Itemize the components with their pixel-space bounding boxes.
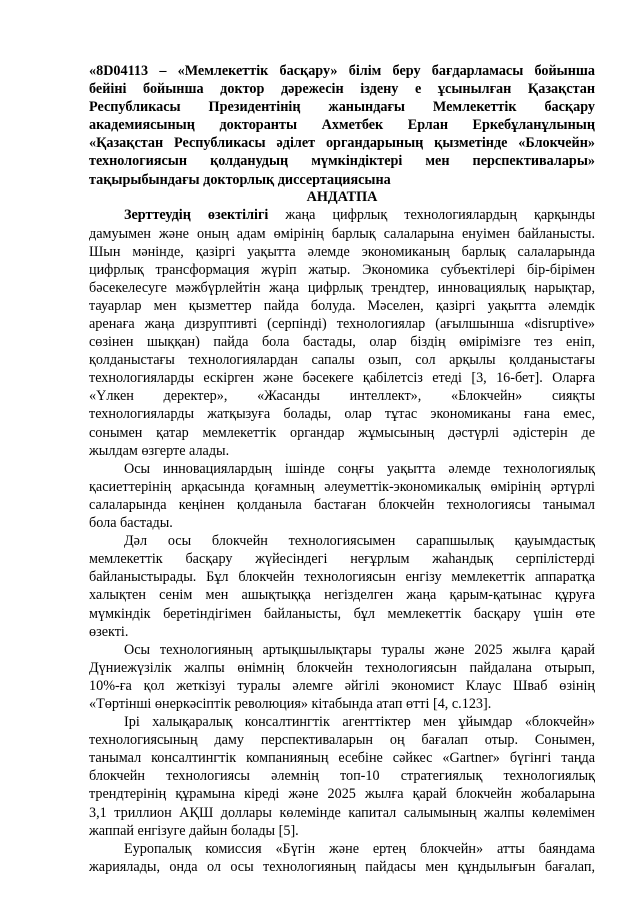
line-text: сонымен қатар мемлекеттік органдар жұмысының дәстүрлі әдістерін де [89, 424, 595, 441]
text-line [89, 550, 595, 568]
text-line [89, 261, 595, 279]
line-text: тауарлар мен қызметтер пайда болуда. Мәселен, қазіргі уақытта әлемдік [89, 297, 595, 314]
line-text: технологияларды жатқызуға болады, олар тұтас экономиканы ғана емес, [89, 406, 595, 423]
title-line: бейіні бойынша доктор дәрежесін іздену е ұсынылған Қазақстан [89, 81, 595, 98]
text-line [89, 623, 595, 641]
line-text: байланыстырады. Бұл блокчейн технологиясын енгізу мемлекеттік аппаратқа [89, 569, 595, 586]
line-text: салаларында кеңінен қолданыла бастаған блокчейн технологиясы танымал [89, 496, 595, 513]
line-text: мүмкіндік беретіндігімен байланысты, бұл мемлекеттік басқару үшін өте [89, 605, 595, 622]
line-text: блокчейн технологиясы әлемнің топ-10 стратегиялық технологиялық [89, 768, 595, 785]
text-line [89, 387, 595, 405]
text-line [89, 333, 595, 351]
line-text: жылдам өзгерте алады. [89, 442, 230, 459]
text-line [89, 677, 595, 695]
line-text: аренаға жаңа дизруптивті (серпінді) технологиялар (ағылшынша «disruptive» [89, 316, 595, 333]
text-line [89, 568, 595, 586]
text-line [89, 297, 595, 315]
text-line [89, 840, 595, 858]
line-text: Осы технологияның артықшылықтары туралы және 2025 жылға қарай [124, 641, 595, 658]
line-text: халықтен сенім мен ашықтыққа негізделген жаңа қарым-қатынас құруға [89, 587, 595, 604]
text-line [89, 225, 595, 243]
line-text: Шын мәнінде, қазіргі уақытта әлемде экономиканың барлық салаларында [89, 243, 595, 260]
section-heading: АНДАТПА [306, 188, 378, 205]
line-text: Дәл осы блокчейн технологиясымен сарапшылық қауымдастық [124, 533, 595, 550]
text-line [89, 804, 595, 822]
line-text: «Үлкен деректер», «Жасанды интеллект», «Блокчейн» сияқты [89, 388, 595, 405]
text-line [89, 424, 595, 442]
text-line [89, 767, 595, 785]
abstract-body [89, 206, 595, 875]
line-text: Дүниежүзілік жалпы өнімнің блокчейн технологиясын пайдалана отырып, [89, 659, 595, 676]
paragraph [89, 532, 595, 641]
line-text: технологиясының даму перспективаларын оң бағалап отыр. Сонымен, [89, 732, 595, 749]
text-line [89, 478, 595, 496]
text-line [89, 243, 595, 261]
text-line [89, 496, 595, 514]
text-line [89, 442, 595, 460]
title-line: Республикасы Президентінің жанындағы Мемлекеттік басқару [89, 99, 595, 116]
line-text: танымал консалтингтік компанияның есебіне сәйкес «Gartner» бүгінгі таңда [89, 750, 595, 767]
line-text: «Төртінші өнеркәсіптік революция» кітабында атап өтті [4, с.123]. [89, 695, 492, 712]
dissertation-title [89, 62, 595, 189]
line-text: 10%-ға қол жеткізуі туралы әлемге әйгілі экономист Клаус Шваб өзінің [89, 677, 595, 694]
text-line [89, 605, 595, 623]
text-line [89, 206, 595, 224]
line-text: 3,1 триллион АҚШ доллары көлемінде капитал салымының жалпы көлемімен [89, 804, 595, 821]
paragraph [89, 206, 595, 459]
line-text: қолданыстағы технологиялардан сапалы озып, сол арқылы қолданыстағы [89, 352, 595, 369]
line-text: дамуымен және оның адам өмірінің барлық салаларына енуімен байланысты. [89, 225, 595, 242]
line-text: бола бастады. [89, 515, 173, 532]
text-line [89, 279, 595, 297]
line-text: сөзінен шыққан) пайда бола бастады, олар біздің өмірімізге тез еніп, [89, 334, 595, 351]
text-line [89, 731, 595, 749]
text-line [89, 713, 595, 731]
line-text: жаппай енгізуге дайын болады [5]. [89, 822, 299, 839]
line-text: Еуропалық комиссия «Бүгін және ертең блокчейн» атты баяндама [124, 840, 595, 857]
title-line: «Қазақстан Республикасы әділет органдарының қызметінде «Блокчейн» [89, 135, 595, 152]
line-text: өзекті. [89, 623, 129, 640]
text-line [89, 749, 595, 767]
paragraph [89, 460, 595, 532]
title-line: технологиясын қолданудың мүмкіндіктері мен перспективалары» [89, 153, 595, 170]
line-text: цифрлық трансформация жүріп жатыр. Экономика субъектілері бір-бірімен [89, 261, 595, 278]
line-text: технологияларды ескірген және бәсекеге қабілетсіз етеді [3, 16-бет]. Оларға [89, 370, 595, 387]
text-line [89, 514, 595, 532]
text-line [89, 586, 595, 604]
paragraph [89, 641, 595, 713]
text-line [89, 460, 595, 478]
text-line [89, 822, 595, 840]
line-text: жаңа цифрлық технологиялардың қарқынды [268, 207, 595, 224]
line-text: бәсекелесуге мәжбүрлейтін жаңа цифрлық трендтер, инновациялық нарықтар, [89, 279, 595, 296]
line-text: Ірі халықаралық консалтингтік агенттіктер мен ұйымдар «блокчейн» [124, 714, 595, 731]
title-line: «8D04113 – «Мемлекеттік басқару» білім беру бағдарламасы бойынша [89, 63, 595, 79]
line-text: Осы инновациялардың ішінде соңғы уақытта әлемде технологиялық [124, 460, 595, 477]
paragraph [89, 713, 595, 840]
line-text: қасиеттерінің арқасында қоғамның әлеуметтік-экономикалық өмірінің әртүрлі [89, 478, 595, 495]
text-line [89, 369, 595, 387]
lead-term: Зерттеудің өзектілігі [124, 207, 269, 224]
text-line [89, 641, 595, 659]
text-line [89, 659, 595, 677]
text-line [89, 785, 595, 803]
title-line: тақырыбындағы докторлық диссертациясына [89, 171, 391, 188]
text-line [89, 405, 595, 423]
line-text: жариялады, онда ол осы технологияның пайдасы мен құндылығын бағалап, [89, 858, 595, 875]
text-line [89, 351, 595, 369]
title-line: академиясының докторанты Ахметбек Ерлан Еркебұланұлының [89, 117, 595, 134]
line-text: трендтерінің құрамына кіреді және 2025 жылға қарай блокчейн жобаларына [89, 786, 595, 803]
text-line [89, 532, 595, 550]
text-line [89, 315, 595, 333]
text-line [89, 858, 595, 876]
paragraph [89, 840, 595, 876]
text-line [89, 695, 595, 713]
line-text: мемлекеттік басқару жүйесіндегі неғұрлым жаһандық серпілістерді [89, 551, 595, 568]
